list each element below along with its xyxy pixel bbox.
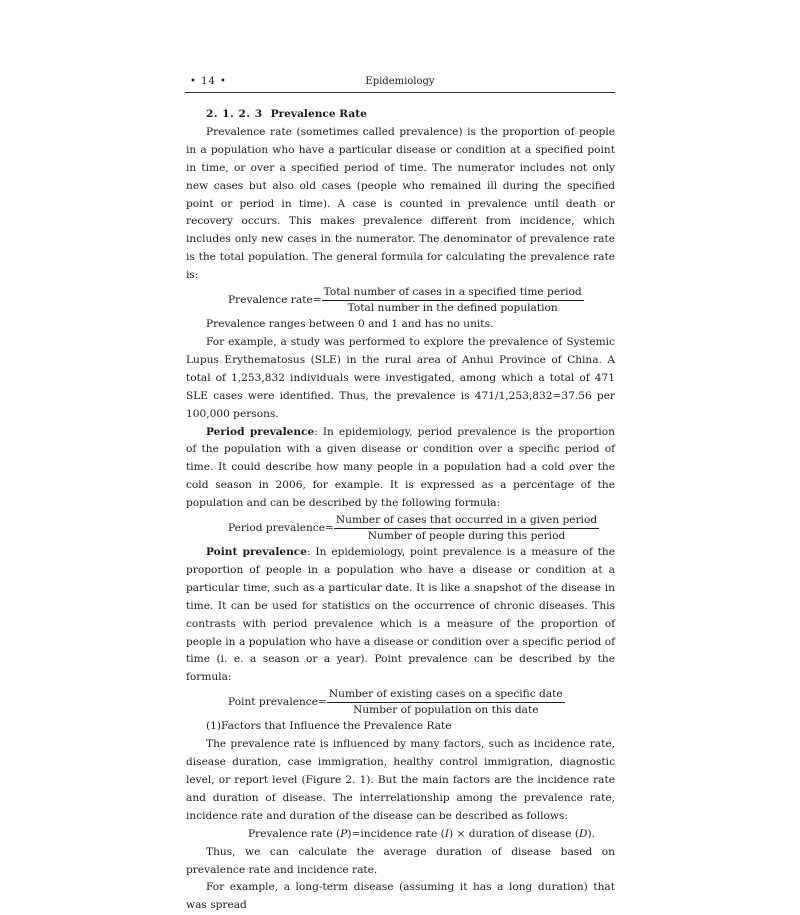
formula-numerator: Number of existing cases on a specific date	[327, 688, 565, 703]
page-body	[186, 106, 615, 915]
paragraph-average-duration: Thus, we can calculate the average duration of disease based on prevalence rate and incidence rate.	[186, 845, 615, 876]
relation-part: ).	[587, 827, 595, 840]
page-number: • 14 •	[190, 76, 227, 87]
formula-lhs: Prevalence rate=	[228, 293, 322, 306]
paragraph-definition: Prevalence rate (sometimes called prevalence) is the proportion of people in a population who have a particular disease or condition at a specified point in time, or over a specified period of time. The numerator includes not only new cases but also old cases (people who remained ill during the specified point or period in time). A case is counted in prevalence until death or recovery occurs. This makes prevalence different from incidence, which includes only new cases in the numerator. The denominator of prevalence rate is the total population. The general formula for calculating the prevalence rate is:	[186, 125, 615, 282]
running-header	[185, 72, 615, 93]
formula-point-prevalence	[186, 688, 615, 717]
paragraph-long-term-example: For example, a long-term disease (assuming it has a long duration) that was spread	[186, 881, 615, 912]
formula-denominator: Number of people during this period	[367, 530, 566, 543]
relation-part: ) × duration of disease (	[448, 827, 579, 840]
paragraph-range: Prevalence ranges between 0 and 1 and has no units.	[206, 318, 494, 331]
term-point-prevalence: Point prevalence	[206, 546, 307, 559]
paragraph-sle-example: For example, a study was performed to explore the prevalence of Systemic Lupus Erythematosus (SLE) in the rural area of Anhui Province of China. A total of 1,253,832 individuals were investigated, among which a total of 471 SLE cases were identified. Thus, the prevalence is 471/1,253,832=37.56 per 100,000 persons.	[186, 335, 615, 420]
formula-fraction	[327, 688, 565, 717]
running-title: Epidemiology	[365, 76, 435, 87]
relation-part: )=incidence rate (	[347, 827, 445, 840]
formula-denominator: Number of population on this date	[353, 704, 539, 717]
point-prevalence-text: : In epidemiology, point prevalence is a measure of the proportion of people in a population who have a disease or condition at a particular time, such as a particular date. It is like a snapshot of the disease in time. It can be used for statistics on the occurrence of chronic diseases. This contrasts with period prevalence which is a measure of the proportion of people in a population who have a disease or condition over a specific period of time (i. e. a season or a year). Point prevalence can be described by the formula:	[186, 546, 615, 684]
formula-period-prevalence	[186, 514, 615, 543]
period-prevalence-text: : In epidemiology, period prevalence is the proportion of the population with a given disease or condition over a specific period of time. It could describe how many people in a population had a cold over the cold season in 2006, for example. It is expressed as a percentage of the population and can be described by the following formula:	[186, 425, 615, 510]
formula-prevalence-rate	[186, 286, 615, 315]
formula-denominator: Total number in the defined population	[347, 302, 558, 315]
relation-var-d: D	[578, 827, 588, 840]
formula-fraction	[334, 514, 599, 543]
formula-lhs: Point prevalence=	[228, 695, 327, 708]
section-heading	[186, 106, 615, 124]
term-period-prevalence: Period prevalence	[206, 425, 315, 438]
formula-numerator: Total number of cases in a specified time period	[322, 286, 584, 301]
section-title: Prevalence Rate	[270, 108, 367, 120]
formula-relationship	[186, 826, 615, 844]
relation-part: Prevalence rate (	[248, 827, 341, 840]
paragraph-factors: The prevalence rate is influenced by many factors, such as incidence rate, disease duration, case immigration, healthy control immigration, diagnostic level, or report level (Figure 2. 1). But the main factors are the incidence rate and duration of disease. The interrelationship among the prevalence rate, incidence rate and duration of the disease can be described as follows:	[186, 738, 615, 822]
relation-var-p: P	[340, 827, 348, 840]
paragraph-period-prevalence	[186, 424, 615, 514]
formula-numerator: Number of cases that occurred in a given period	[334, 514, 599, 529]
section-number: 2. 1. 2. 3	[206, 108, 263, 120]
relation-var-i: I	[444, 827, 449, 840]
subheading-factors: (1)Factors that Influence the Prevalence Rate	[206, 720, 452, 733]
formula-lhs: Period prevalence=	[228, 521, 334, 534]
paragraph-point-prevalence	[186, 544, 615, 687]
formula-fraction	[322, 286, 584, 315]
